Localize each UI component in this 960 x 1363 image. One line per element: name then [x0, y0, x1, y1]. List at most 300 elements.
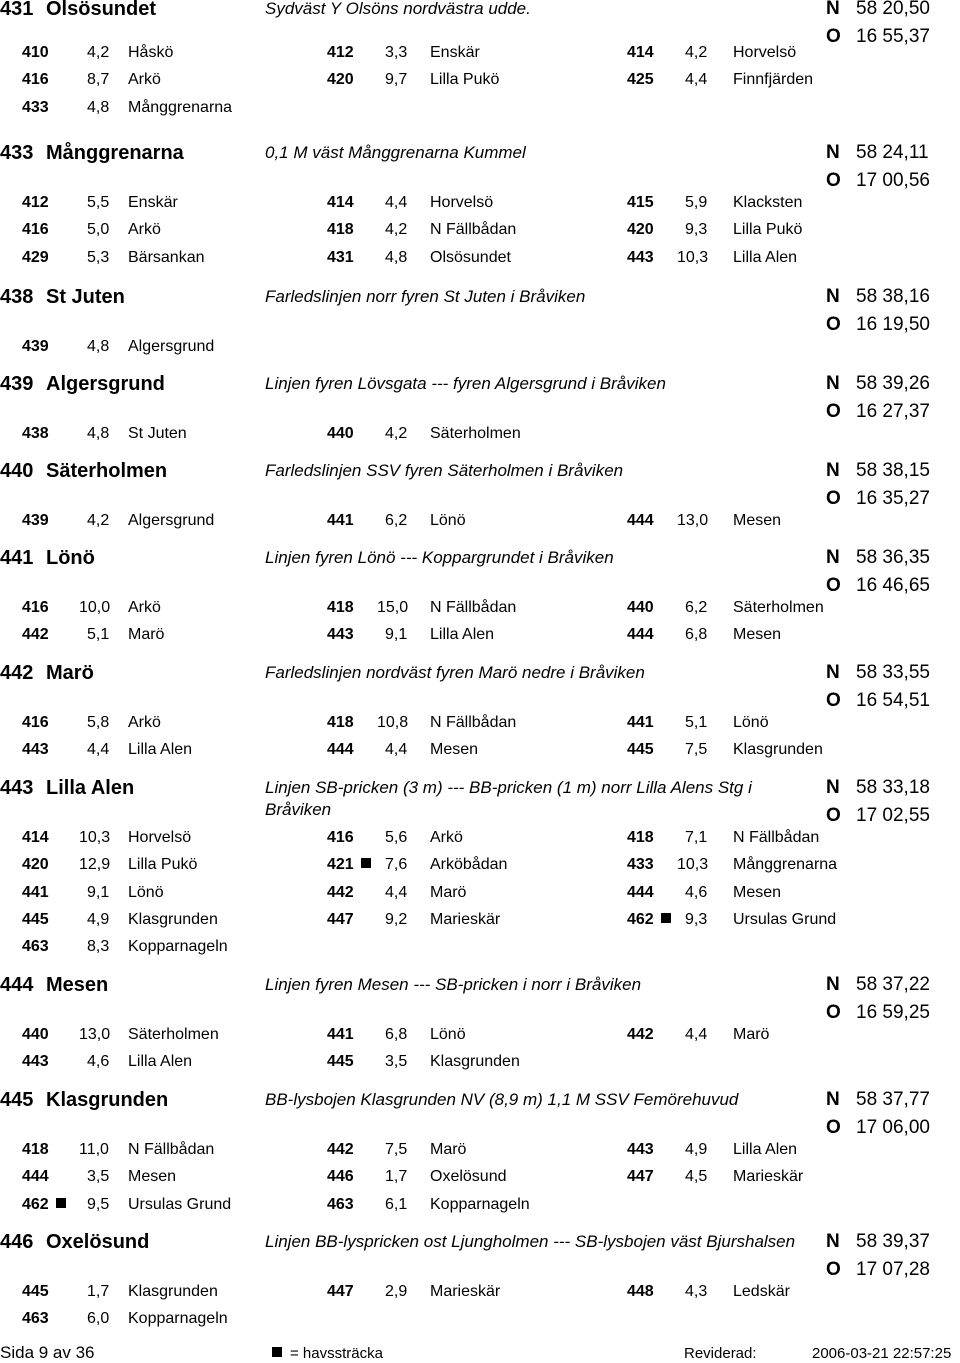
distance: 11,0 — [79, 1141, 109, 1158]
code-text: 412 — [327, 44, 354, 61]
distance: 9,2 — [385, 910, 408, 928]
destination-name: N Fällbådan — [733, 829, 820, 846]
code-text: 433 — [627, 856, 654, 874]
distance: 4,8 — [385, 248, 408, 266]
destination-name: Mesen — [430, 741, 479, 759]
entry-name: Lönö — [46, 547, 95, 569]
table-row — [0, 194, 960, 221]
distance: 6,2 — [385, 512, 408, 529]
table-row — [0, 829, 960, 856]
north-label: N — [826, 142, 840, 163]
east-label: O — [826, 690, 841, 711]
destination-name: Lönö — [128, 883, 164, 901]
east-value: 16 35,27 — [856, 488, 930, 509]
table-row — [0, 1026, 960, 1053]
destination-code — [627, 714, 654, 732]
entry-431 — [0, 0, 960, 116]
page-number: Sida 9 av 36 — [0, 1343, 95, 1362]
coord-east — [826, 575, 930, 597]
destination-name: St Juten — [128, 425, 187, 442]
distance: 13,0 — [79, 1026, 111, 1043]
north-label: N — [826, 286, 840, 307]
destination-name: Klasgrunden — [128, 1283, 218, 1300]
coord-north — [826, 662, 930, 684]
code-text: 425 — [627, 71, 654, 89]
distance-table — [0, 1026, 960, 1081]
entry-438 — [0, 286, 960, 355]
entry-441 — [0, 547, 960, 644]
destination-name: Algersgrund — [128, 338, 215, 355]
code-text: 444 — [22, 1168, 49, 1186]
distance: 4,2 — [87, 44, 110, 61]
entry-description: Linjen BB-lyspricken ost Ljungholmen --- SB-lysbojen väst Bjurshalsen — [265, 1232, 796, 1251]
code-text: 443 — [627, 248, 654, 266]
distance-table — [0, 599, 960, 654]
entry-number: 445 — [0, 1089, 34, 1111]
east-value: 16 27,37 — [856, 401, 930, 422]
entry-number: 443 — [0, 777, 34, 799]
code-text: 442 — [327, 1141, 354, 1158]
entry-header — [0, 460, 960, 509]
code-text: 418 — [327, 221, 354, 239]
destination-code — [22, 884, 49, 902]
code-text: 438 — [22, 425, 49, 442]
code-text: 447 — [627, 1168, 654, 1186]
distance: 10,3 — [677, 856, 709, 874]
coord-north — [826, 286, 930, 308]
destination-name: Lilla Pukö — [128, 856, 198, 874]
north-label: N — [826, 547, 840, 568]
code-text: 447 — [327, 1283, 354, 1300]
north-label: N — [826, 460, 840, 481]
distance: 9,5 — [87, 1195, 110, 1213]
distance: 6,8 — [685, 626, 708, 644]
destination-name: Ursulas Grund — [128, 1195, 232, 1213]
distance-table — [0, 44, 960, 126]
code-text: 440 — [627, 599, 654, 616]
code-text: 441 — [327, 512, 354, 529]
east-value: 17 02,55 — [856, 805, 930, 826]
destination-name: Enskär — [128, 194, 178, 211]
destination-name: Horvelsö — [430, 194, 494, 211]
destination-name: Marieskär — [430, 910, 501, 928]
destination-code — [327, 1053, 354, 1071]
east-value: 16 19,50 — [856, 314, 930, 335]
destination-code — [22, 512, 49, 530]
code-text: 445 — [22, 1283, 49, 1300]
destination-name: Arkö — [128, 221, 161, 239]
destination-name: N Fällbådan — [128, 1141, 215, 1158]
destination-code — [327, 1026, 354, 1044]
table-row — [0, 1168, 960, 1195]
distance: 4,4 — [685, 71, 708, 89]
destination-name: Oxelösund — [430, 1168, 507, 1186]
distance: 8,3 — [87, 938, 110, 956]
code-text: 462 — [22, 1195, 49, 1213]
destination-name: Säterholmen — [128, 1026, 219, 1043]
destination-name: Marö — [430, 1141, 467, 1158]
table-row — [0, 1141, 960, 1168]
entry-description: Farledslinjen SSV fyren Säterholmen i Bråviken — [265, 461, 624, 480]
code-text: 421 — [327, 856, 354, 874]
code-text: 416 — [327, 829, 354, 846]
destination-code — [22, 44, 49, 62]
destination-code — [22, 714, 49, 732]
coord-north — [826, 1231, 930, 1253]
code-text: 416 — [22, 71, 49, 89]
distance: 2,9 — [385, 1283, 408, 1300]
coord-north — [826, 373, 930, 395]
code-text: 445 — [22, 910, 49, 928]
destination-code — [327, 194, 354, 212]
entry-number: 433 — [0, 142, 34, 164]
entry-444 — [0, 974, 960, 1071]
destination-name: Klacksten — [733, 194, 803, 211]
square-icon — [272, 1347, 282, 1357]
distance-table — [0, 714, 960, 769]
destination-name: N Fällbådan — [430, 714, 517, 731]
east-value: 16 55,37 — [856, 26, 930, 47]
coord-east — [826, 170, 930, 192]
coord-east — [826, 805, 930, 827]
north-label: N — [826, 662, 840, 683]
destination-name: Finnfjärden — [733, 71, 814, 89]
entry-name: Lilla Alen — [46, 777, 135, 799]
destination-name: Arköbådan — [430, 856, 508, 874]
code-text: 463 — [22, 1310, 49, 1328]
destination-name: Lilla Alen — [733, 1141, 798, 1158]
code-text: 443 — [627, 1141, 654, 1158]
east-value: 16 46,65 — [856, 575, 930, 596]
code-text: 418 — [327, 714, 354, 731]
destination-name: Bärsankan — [128, 248, 205, 266]
destination-code — [627, 194, 654, 212]
distance: 6,0 — [87, 1310, 110, 1328]
destination-code — [22, 221, 49, 239]
distance-table — [0, 1283, 960, 1338]
east-label: O — [826, 314, 841, 335]
coord-east — [826, 1117, 930, 1139]
distance: 9,3 — [685, 910, 708, 928]
distance: 10,3 — [677, 248, 709, 266]
entry-header — [0, 142, 960, 191]
distance: 6,1 — [385, 1195, 408, 1213]
north-label: N — [826, 1231, 840, 1252]
east-label: O — [826, 575, 841, 596]
entry-name: Oxelösund — [46, 1231, 150, 1253]
entry-445 — [0, 1089, 960, 1213]
code-text: 414 — [627, 44, 654, 61]
distance: 4,4 — [385, 741, 408, 759]
coord-north — [826, 547, 930, 569]
destination-name: Klasgrunden — [128, 910, 218, 928]
east-label: O — [826, 1002, 841, 1023]
distance: 12,9 — [79, 856, 111, 874]
code-text: 412 — [22, 194, 49, 211]
east-label: O — [826, 1259, 841, 1280]
distance: 9,1 — [87, 883, 110, 901]
code-text: 462 — [627, 910, 654, 928]
code-text: 445 — [327, 1053, 354, 1071]
distance: 7,5 — [685, 741, 708, 759]
destination-code — [22, 1141, 49, 1159]
coord-north — [826, 777, 930, 799]
destination-name: Kopparnageln — [128, 938, 228, 956]
distance: 9,3 — [685, 221, 708, 239]
distance: 10,8 — [377, 714, 409, 731]
table-row — [0, 221, 960, 248]
north-label: N — [826, 1089, 840, 1110]
code-text: 446 — [327, 1168, 354, 1186]
table-row — [0, 99, 960, 126]
destination-code — [627, 71, 654, 89]
north-value: 58 38,16 — [856, 286, 930, 307]
entry-header — [0, 0, 960, 47]
destination-name: Klasgrunden — [733, 741, 823, 759]
destination-code — [327, 249, 354, 267]
east-label: O — [826, 170, 841, 191]
code-text: 441 — [627, 714, 654, 731]
code-text: 418 — [327, 599, 354, 616]
code-text: 443 — [22, 741, 49, 759]
table-row — [0, 884, 960, 911]
destination-code — [327, 599, 354, 617]
north-value: 58 36,35 — [856, 547, 930, 568]
table-row — [0, 1310, 960, 1337]
destination-name: Horvelsö — [733, 44, 797, 61]
destination-code — [22, 1053, 49, 1071]
north-label: N — [826, 974, 840, 995]
destination-name: Lönö — [733, 714, 769, 731]
distance: 4,6 — [87, 1053, 110, 1071]
code-text: 415 — [627, 194, 654, 211]
table-row — [0, 71, 960, 98]
destination-name: Marö — [430, 883, 467, 901]
destination-name: Lilla Pukö — [733, 221, 803, 239]
distance: 7,1 — [685, 829, 708, 846]
distance: 13,0 — [677, 512, 709, 529]
entry-name: St Juten — [46, 286, 125, 308]
east-value: 16 59,25 — [856, 1002, 930, 1023]
distance: 5,1 — [87, 626, 110, 644]
entry-number: 442 — [0, 662, 34, 684]
code-text: 440 — [327, 425, 354, 442]
destination-code — [627, 856, 654, 874]
code-text: 414 — [22, 829, 49, 846]
entry-header — [0, 286, 960, 335]
coord-north — [826, 0, 930, 20]
code-text: 442 — [327, 883, 354, 901]
code-text: 463 — [327, 1195, 354, 1213]
table-row — [0, 626, 960, 653]
code-text: 420 — [627, 221, 654, 239]
entry-name: Olsösundet — [46, 0, 157, 20]
north-label: N — [826, 373, 840, 394]
entry-443 — [0, 777, 960, 956]
destination-name: Lilla Alen — [128, 1053, 193, 1071]
code-text: 445 — [627, 741, 654, 759]
code-text: 418 — [22, 1141, 49, 1158]
distance: 4,9 — [685, 1141, 708, 1158]
destination-code — [22, 1196, 66, 1214]
coord-east — [826, 488, 930, 510]
code-text: 444 — [627, 626, 654, 644]
code-text: 414 — [327, 194, 354, 211]
entry-description: Sydväst Y Olsöns nordvästra udde. — [265, 0, 531, 18]
east-value: 17 00,56 — [856, 170, 930, 191]
entry-description: Linjen fyren Mesen --- SB-pricken i norr i Bråviken — [265, 975, 642, 994]
entry-name: Månggrenarna — [46, 142, 184, 164]
destination-code — [22, 829, 49, 847]
entry-description: Farledslinjen nordväst fyren Marö nedre i Bråviken — [265, 663, 645, 682]
north-value: 58 24,11 — [856, 142, 929, 163]
entry-header — [0, 974, 960, 1023]
code-text: 418 — [627, 829, 654, 846]
distance: 4,5 — [685, 1168, 708, 1186]
destination-code — [327, 911, 354, 929]
destination-code — [22, 626, 49, 644]
destination-code — [22, 71, 49, 89]
distance: 4,4 — [385, 194, 408, 211]
destination-name: N Fällbådan — [430, 599, 517, 616]
destination-name: Arkö — [128, 599, 161, 616]
destination-name: Marieskär — [430, 1283, 501, 1300]
distance: 5,0 — [87, 221, 110, 239]
entry-442 — [0, 662, 960, 759]
coord-north — [826, 142, 929, 164]
table-row — [0, 911, 960, 938]
distance-table — [0, 829, 960, 965]
square-icon — [361, 858, 371, 868]
distance: 5,5 — [87, 194, 110, 211]
entry-number: 444 — [0, 974, 34, 996]
distance: 9,7 — [385, 71, 408, 89]
entry-number: 441 — [0, 547, 34, 569]
destination-name: Arkö — [430, 829, 463, 846]
distance-table — [0, 1141, 960, 1223]
square-icon — [661, 913, 671, 923]
north-value: 58 37,77 — [856, 1089, 930, 1110]
table-row — [0, 714, 960, 741]
table-row — [0, 44, 960, 71]
table-row — [0, 1283, 960, 1310]
distance: 3,5 — [87, 1168, 110, 1186]
destination-code — [22, 938, 49, 956]
entry-433 — [0, 142, 960, 266]
square-icon — [56, 1198, 66, 1208]
distance: 4,6 — [685, 883, 708, 901]
distance: 5,1 — [685, 714, 708, 731]
entry-440 — [0, 460, 960, 529]
destination-name: Kopparnageln — [430, 1195, 530, 1213]
distance: 15,0 — [377, 599, 409, 616]
distance-table — [0, 338, 960, 365]
destination-code — [327, 1168, 354, 1186]
destination-name: Mesen — [733, 883, 782, 901]
destination-code — [22, 1310, 49, 1328]
north-label: N — [826, 0, 840, 19]
coord-east — [826, 1259, 930, 1281]
distance-table — [0, 194, 960, 276]
code-text: 443 — [22, 1053, 49, 1071]
entry-description: Linjen fyren Lönö --- Koppargrundet i Bråviken — [265, 548, 614, 567]
entry-number: 431 — [0, 0, 34, 20]
destination-name: Lilla Alen — [128, 741, 193, 759]
destination-code — [327, 44, 354, 62]
code-text: 429 — [22, 248, 49, 266]
north-value: 58 33,55 — [856, 662, 930, 683]
distance: 4,8 — [87, 425, 110, 442]
destination-name: Månggrenarna — [733, 856, 838, 874]
distance: 4,4 — [87, 741, 110, 759]
table-row — [0, 741, 960, 768]
coord-north — [826, 974, 930, 996]
destination-name: Säterholmen — [733, 599, 824, 616]
north-value: 58 39,37 — [856, 1231, 930, 1252]
distance: 5,6 — [385, 829, 408, 846]
destination-code — [327, 221, 354, 239]
distance: 4,2 — [385, 425, 408, 442]
entry-description: Farledslinjen norr fyren St Juten i Bråviken — [265, 287, 586, 306]
distance: 5,9 — [685, 194, 708, 211]
table-row — [0, 599, 960, 626]
destination-code — [327, 626, 354, 644]
destination-code — [627, 599, 654, 617]
destination-code — [22, 249, 49, 267]
destination-code — [627, 1168, 654, 1186]
east-label: O — [826, 1117, 841, 1138]
entry-name: Algersgrund — [46, 373, 165, 395]
east-label: O — [826, 26, 841, 47]
east-value: 17 07,28 — [856, 1259, 930, 1280]
destination-code — [327, 1141, 354, 1159]
code-text: 420 — [22, 856, 49, 874]
destination-code — [627, 512, 654, 530]
distance: 3,5 — [385, 1053, 408, 1071]
destination-code — [627, 44, 654, 62]
destination-name: Lilla Alen — [733, 248, 798, 266]
code-text: 439 — [22, 512, 49, 529]
destination-code — [627, 249, 654, 267]
revised-label: Reviderad: — [684, 1345, 757, 1362]
table-row — [0, 512, 960, 539]
destination-name: Algersgrund — [128, 512, 215, 529]
entry-name: Marö — [46, 662, 94, 684]
code-text: 444 — [627, 883, 654, 901]
destination-name: Lönö — [430, 512, 466, 529]
distance: 4,4 — [385, 883, 408, 901]
code-text: 448 — [627, 1283, 654, 1300]
entry-439 — [0, 373, 960, 442]
entry-description: 0,1 M väst Månggrenarna Kummel — [265, 143, 526, 162]
entry-header — [0, 547, 960, 596]
destination-code — [627, 1283, 654, 1301]
destination-code — [22, 425, 49, 443]
destination-code — [627, 221, 654, 239]
destination-code — [327, 856, 371, 874]
table-row — [0, 338, 960, 365]
table-row — [0, 425, 960, 452]
destination-code — [627, 884, 654, 902]
code-text: 439 — [22, 338, 49, 355]
east-value: 16 54,51 — [856, 690, 930, 711]
distance: 4,3 — [685, 1283, 708, 1300]
east-label: O — [826, 805, 841, 826]
north-value: 58 37,22 — [856, 974, 930, 995]
entry-number: 446 — [0, 1231, 34, 1253]
entry-name: Klasgrunden — [46, 1089, 169, 1111]
destination-name: Klasgrunden — [430, 1053, 520, 1071]
